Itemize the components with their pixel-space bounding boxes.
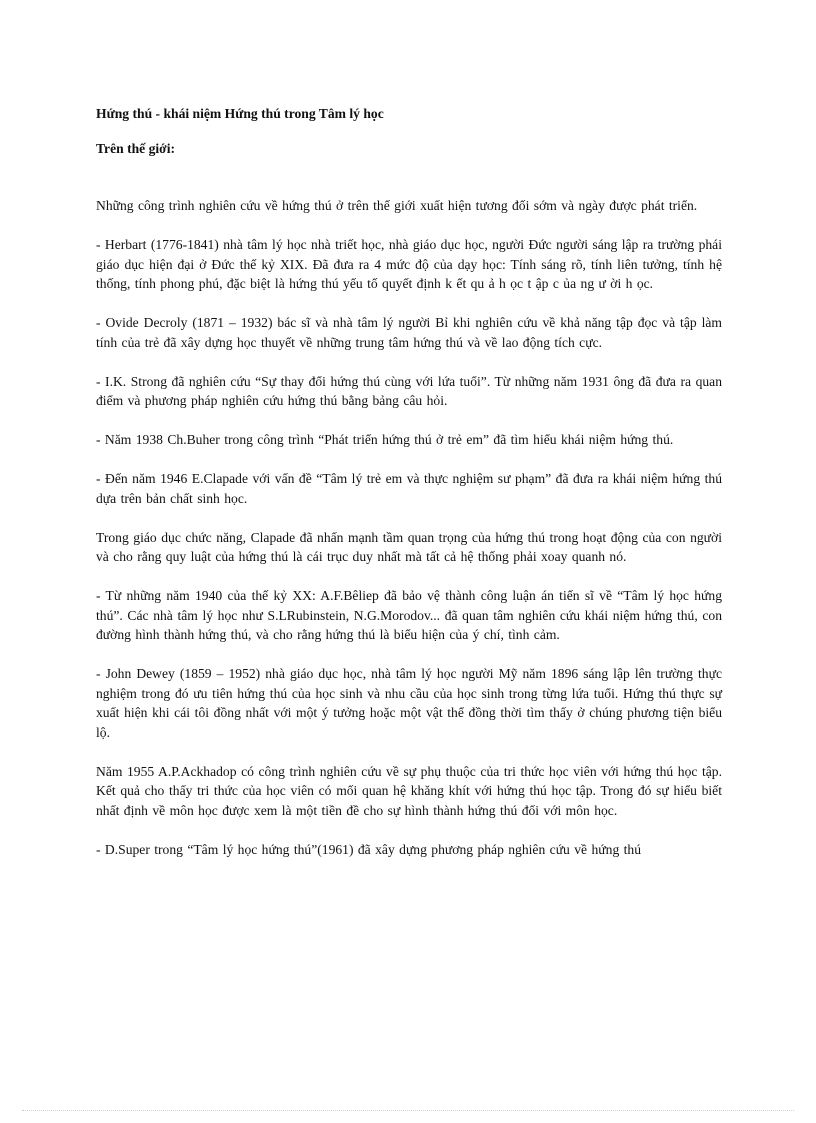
document-title: Hứng thú - khái niệm Hứng thú trong Tâm lý học [96, 106, 384, 121]
paragraph: - Ovide Decroly (1871 – 1932) bác sĩ và nhà tâm lý người Bỉ khi nghiên cứu về khả năng tập đọc và tập làm tính của trẻ đã xây dựng học thuyết về những trung tâm hứng thú và về lao động tích cực. [96, 315, 722, 350]
paragraph: - Năm 1938 Ch.Buher trong công trình “Phát triển hứng thú ở trẻ em” đã tìm hiểu khái niệm hứng thú. [96, 432, 674, 447]
paragraph: - John Dewey (1859 – 1952) nhà giáo dục học, nhà tâm lý học người Mỹ năm 1896 sáng lập lên trường thực nghiệm trong đó ưu tiên hứng thú của học sinh và nhu cầu của học sinh trong từng lứa tuổi. Hứng thú thực sự xuất hiện khi cái tôi đồng nhất với một ý tưởng hoặc một vật thể đồng thời tìm thấy ở chúng phương tiện biểu lộ. [96, 666, 722, 740]
section-heading: Trên thế giới: [96, 140, 176, 156]
paragraph: - Đến năm 1946 E.Clapade với vấn đề “Tâm lý trẻ em và thực nghiệm sư phạm” đã đưa ra khái niệm hứng thú dựa trên bản chất sinh học. [96, 471, 722, 506]
page-bottom-divider [22, 1110, 794, 1111]
paragraph: - I.K. Strong đã nghiên cứu “Sự thay đổi hứng thú cùng với lứa tuổi”. Từ những năm 1931 ông đã đưa ra quan điểm và phương pháp nghiên cứu hứng thú bằng bảng câu hỏi. [96, 373, 722, 408]
paragraph: - Từ những năm 1940 của thế kỷ XX: A.F.Bêliep đã bảo vệ thành công luận án tiến sĩ về “Tâm lý học hứng thú”. Các nhà tâm lý học như S.LRubinstein, N.G.Morodov... đã quan tâm nghiên cứu khái niệm hứng thú, con đường hình thành hứng thú, và cho rằng hứng thú là biểu hiện của ý chí, tình cảm. [96, 588, 722, 642]
paragraph: Những công trình nghiên cứu về hứng thú ở trên thế giới xuất hiện tương đối sớm và ngày được phát triển. [96, 198, 698, 213]
paragraph: Trong giáo dục chức năng, Clapade đã nhấn mạnh tầm quan trọng của hứng thú trong hoạt động của con người và cho rằng quy luật của hứng thú là cái trục duy nhất mà tất cả hệ thống phải xoay quanh nó. [96, 529, 722, 564]
paragraph: - D.Super trong “Tâm lý học hứng thú”(1961) đã xây dựng phương pháp nghiên cứu về hứng thú [96, 841, 642, 857]
document-page [96, 104, 722, 879]
paragraph: - Herbart (1776-1841) nhà tâm lý học nhà triết học, nhà giáo dục học, người Đức người sáng lập ra trường phái giáo dục hiện đại ở Đức thế kỷ XIX. Đã đưa ra 4 mức độ của dạy học: Tính sáng rõ, tính liên tưởng, tính hệ thống, tính phong phú, đặc biệt là hứng thú yếu tố quyết định k ết qu ả h ọc t ập c ủa ng ư ời h ọc. [96, 237, 722, 291]
paragraph: Năm 1955 A.P.Ackhadop có công trình nghiên cứu về sự phụ thuộc của tri thức học viên với hứng thú học tập. Kết quả cho thấy tri thức của học viên có mối quan hệ khăng khít với hứng thú học tập. Trong đó sự hiểu biết nhất định về môn học được xem là một tiền đề cho sự hình thành hứng thú đối với môn học. [96, 763, 722, 818]
